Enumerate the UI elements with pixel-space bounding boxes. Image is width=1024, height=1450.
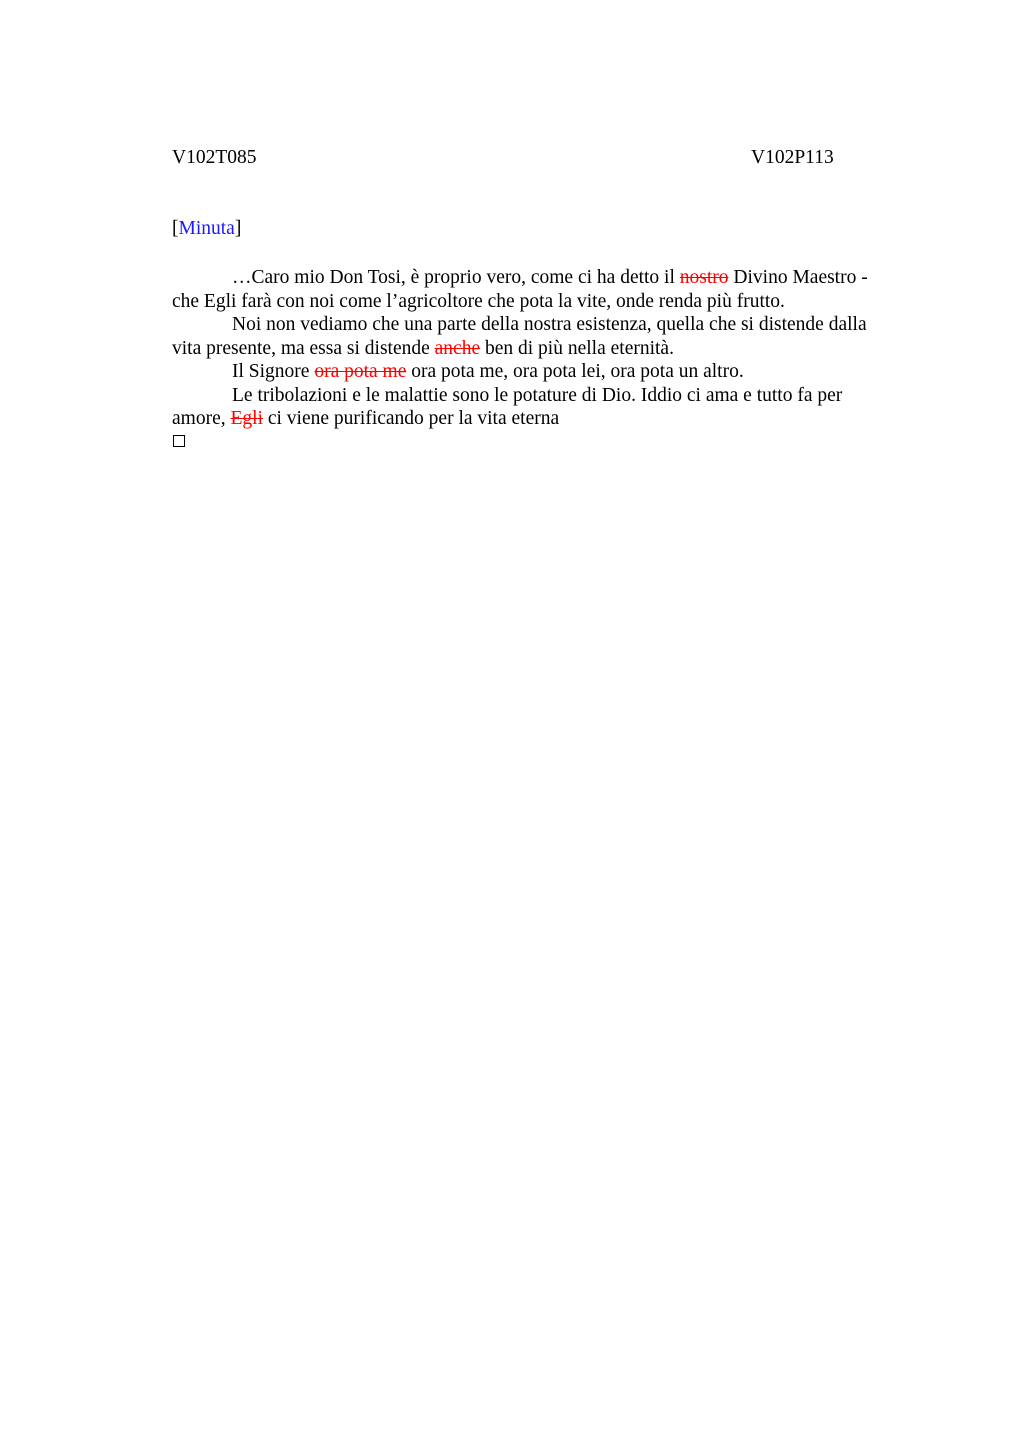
- deleted-word: Egli: [230, 408, 263, 429]
- text-line-5: [172, 360, 912, 384]
- deleted-phrase: ora pota me: [314, 361, 407, 382]
- text-segment: ci viene purificando per la vita eterna: [262, 408, 560, 429]
- deleted-word: anche: [434, 337, 481, 359]
- letter-body: [172, 266, 912, 431]
- minuta-label: [172, 217, 241, 241]
- text-line-4: [172, 337, 912, 361]
- text-line-2: [172, 290, 912, 314]
- text-segment: Divino Maestro -: [728, 267, 868, 288]
- deleted-word: nostro: [679, 267, 729, 288]
- text-line-6: [172, 384, 912, 408]
- empty-box-icon: [173, 435, 185, 447]
- text-segment: …Caro mio Don Tosi, è proprio vero, come ci ha detto il: [232, 267, 680, 288]
- text-segment: Noi non vediamo che una parte della nostra esistenza, quella che si distende dalla: [232, 314, 867, 335]
- text-segment: Le tribolazioni e le malattie sono le potature di Dio. Iddio ci ama e tutto fa per: [232, 384, 843, 406]
- text-segment: ora pota me, ora pota lei, ora pota un altro.: [406, 361, 744, 382]
- minuta-open-bracket: [: [172, 218, 179, 239]
- minuta-word: Minuta: [178, 218, 235, 239]
- text-segment: vita presente, ma essa si distende: [172, 337, 435, 359]
- text-segment: amore,: [172, 408, 231, 429]
- text-segment: che Egli farà con noi come l’agricoltore che pota la vite, onde renda più frutto.: [172, 290, 785, 312]
- text-segment: ben di più nella eternità.: [480, 337, 674, 359]
- document-code-right: V102P113: [751, 147, 834, 168]
- document-code-left: V102T085: [172, 147, 257, 168]
- text-segment: Il Signore: [232, 361, 315, 382]
- minuta-close-bracket: ]: [234, 218, 242, 239]
- text-line-3: [172, 313, 912, 337]
- text-line-1: [172, 266, 912, 290]
- text-line-7: [172, 407, 912, 431]
